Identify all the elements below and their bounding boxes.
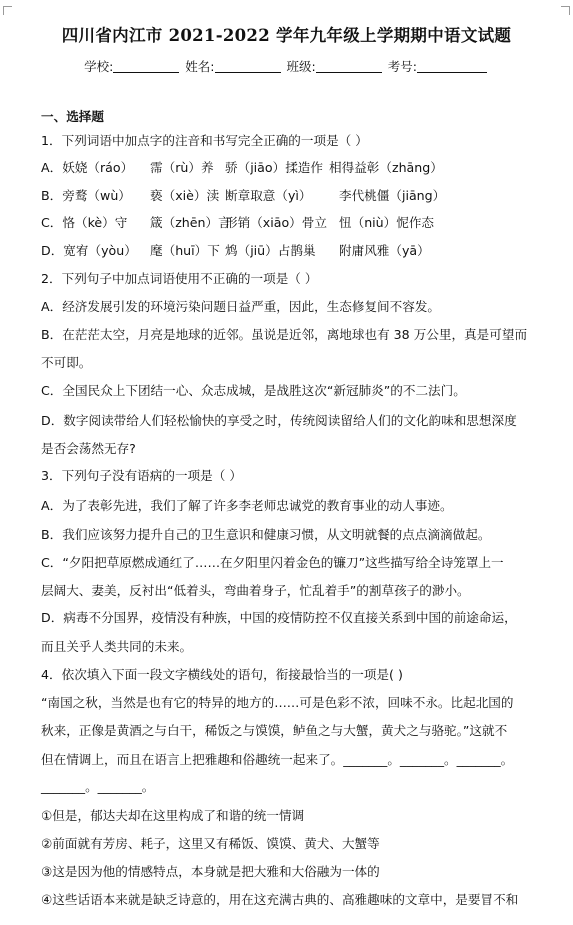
question-1-option-a xyxy=(41,160,561,176)
question-3-stem: 3．下列句子没有语病的一项是（ ） xyxy=(41,468,242,483)
option-term: 断章取意（yì） xyxy=(225,188,312,203)
id-label: 考号: xyxy=(387,59,417,74)
school-blank xyxy=(113,60,179,73)
class-blank xyxy=(316,60,382,73)
exam-title: 四川省内江市 2021-2022 学年九年级上学期期中语文试题 xyxy=(61,26,512,45)
question-4-sentence-1: ①但是，郁达夫却在这里构成了和谐的统一情调 xyxy=(41,808,305,823)
option-term: 李代桃僵（jiāng） xyxy=(339,188,446,203)
class-label: 班级: xyxy=(286,59,316,74)
question-3-option-c-cont: 层阔大、妻美，反衬出“低着头，弯曲着身子，忙乱着手”的割草孩子的渺小。 xyxy=(41,583,470,598)
option-term: 骄（jiāo）揉造作 xyxy=(225,160,323,175)
id-blank xyxy=(417,60,487,73)
option-term: 相得益彰（zhāng） xyxy=(329,160,443,175)
question-2-option-b: B．在茫茫太空，月亮是地球的近邻。虽说是近邻，离地球也有 38 万公里，真是可望而 xyxy=(41,327,528,342)
question-2-option-b-cont: 不可即。 xyxy=(41,355,92,370)
option-term: C．恪（kè）守 xyxy=(41,215,128,230)
question-4-passage-line: 但在情调上，而且在语言上把雅趣和俗趣统一起来了。_______。_______。_______。 xyxy=(41,752,514,767)
question-3-option-c: C．“夕阳把草原燃成通红了……在夕阳里闪着金色的镰刀”这些描写给全诗笼罩上一 xyxy=(41,555,504,570)
option-term: B．旁鹜（wù） xyxy=(41,188,131,203)
option-term: 附庸风雅（yā） xyxy=(339,243,430,258)
question-1-option-c xyxy=(41,215,561,231)
question-4-sentence-3: ③这是因为他的情感特点，本身就是把大雅和大俗融为一体的 xyxy=(41,864,380,879)
corner-mark-right xyxy=(561,6,570,15)
option-term: 鸩（jiū）占鹊巢 xyxy=(225,243,316,258)
question-1-option-b xyxy=(41,188,561,204)
question-2-option-c: C．全国民众上下团结一心、众志成城，是战胜这次“新冠肺炎”的不二法门。 xyxy=(41,383,466,398)
option-term: D．宽宥（yòu） xyxy=(41,243,137,258)
question-1-option-d xyxy=(41,243,561,259)
question-4-sentence-2: ②前面就有芳房、耗子，这里又有稀饭、馍馍、黄犬、大蟹等 xyxy=(41,836,380,851)
question-4-stem: 4．依次填入下面一段文字横线处的语句，衔接最恰当的一项是( ) xyxy=(41,667,403,682)
question-4-passage-line: 秋来，正像是黄酒之与白干，稀饭之与馍馍，鲈鱼之与大蟹，黄犬之与骆驼。”这就不 xyxy=(41,723,508,738)
option-term: 霈（rù）养 xyxy=(150,160,214,175)
option-term: 形销（xiāo）骨立 xyxy=(225,215,327,230)
name-label: 姓名: xyxy=(185,59,215,74)
question-1-stem: 1．下列词语中加点字的注音和书写完全正确的一项是（ ） xyxy=(41,133,368,148)
question-4-passage-line: “南国之秋，当然是也有它的特异的地方的……可是色彩不浓，回味不永。比起北国的 xyxy=(41,695,514,710)
question-2-option-d-cont: 是否会荡然无存? xyxy=(41,441,136,456)
student-info-line xyxy=(0,57,573,75)
name-blank xyxy=(215,60,281,73)
question-3-option-b: B．我们应该努力提升自己的卫生意识和健康习惯，从文明就餐的点点滴滴做起。 xyxy=(41,527,491,542)
question-3-option-d-cont: 而且关乎人类共同的未来。 xyxy=(41,639,193,654)
question-2-stem: 2．下列句子中加点词语使用不正确的一项是（ ） xyxy=(41,271,318,286)
option-term: 忸（niù）怩作态 xyxy=(339,215,435,230)
question-3-option-d: D．病毒不分国界，疫情没有种族，中国的疫情防控不仅直接关系到中国的前途命运， xyxy=(41,610,517,625)
corner-mark-left xyxy=(3,6,12,15)
question-4-passage-line: _______。_______。 xyxy=(41,779,155,794)
option-term: 亵（xiè）渎 xyxy=(150,188,220,203)
question-4-sentence-4: ④这些话语本来就是缺乏诗意的，用在这充满古典的、高雅趣味的文章中，是要冒不和 xyxy=(41,892,519,907)
school-label: 学校: xyxy=(84,59,114,74)
option-term: A．妖娆（ráo） xyxy=(41,160,134,175)
option-term: 麾（huī）下 xyxy=(150,243,220,258)
option-term: 箴（zhēn）言 xyxy=(150,215,231,230)
question-3-option-a: A．为了表彰先进，我们了解了许多李老师忠诚党的教育事业的动人事迹。 xyxy=(41,498,453,513)
section-heading: 一、选择题 xyxy=(41,109,104,124)
question-2-option-a: A．经济发展引发的环境污染问题日益严重，因此，生态修复间不容发。 xyxy=(41,299,441,314)
question-2-option-d: D．数字阅读带给人们轻松愉快的享受之时，传统阅读留给人们的文化韵味和思想深度 xyxy=(41,413,517,428)
